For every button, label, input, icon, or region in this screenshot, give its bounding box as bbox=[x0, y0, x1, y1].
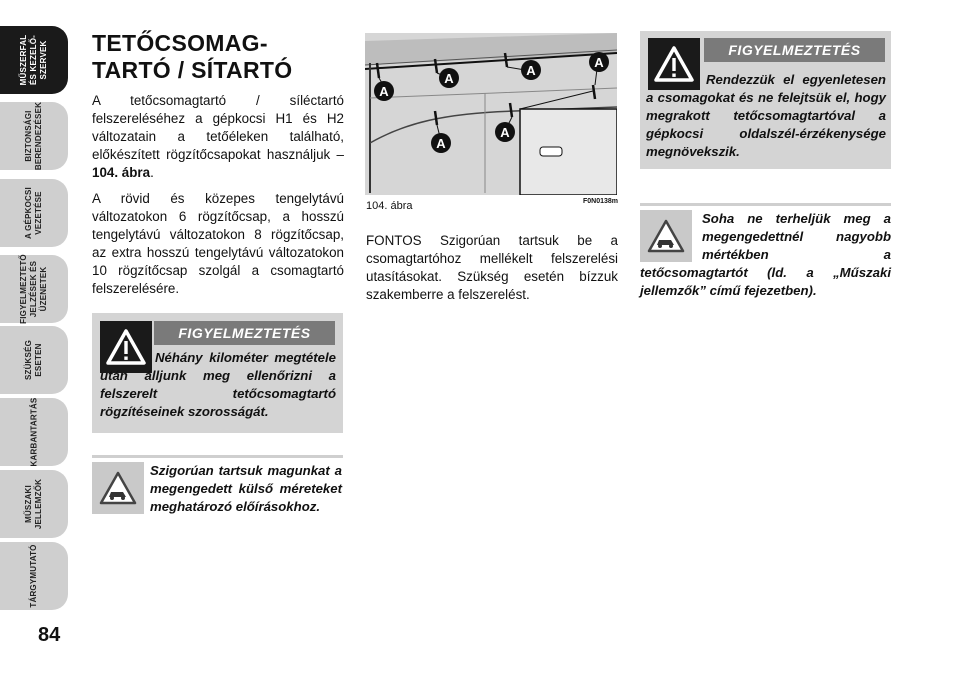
tab-label: A GÉPKOCSI VEZETÉSE bbox=[24, 187, 43, 239]
warning-box-2 bbox=[640, 31, 891, 169]
tab-label: SZÜKSÉG ESETEN bbox=[24, 339, 43, 381]
figure-caption: 104. ábra bbox=[366, 200, 413, 212]
note-text: Szigorúan tartsuk magunkat a megengedett külső méreteket meghatározó előírásokhoz. bbox=[150, 463, 342, 514]
tab-label: TÁRGYMUTATÓ bbox=[29, 544, 38, 608]
intro-paragraph bbox=[92, 92, 344, 182]
marker-a-2: A bbox=[439, 68, 459, 88]
tab-label: FIGYELMEZTETŐ JELZÉSEK ÉS ÜZENETEK bbox=[19, 254, 48, 324]
marker-a-3: A bbox=[521, 60, 541, 80]
note-2-content: Soha ne terheljük meg a megengedettnél nagyobb mértékben a tetőcsomagtartót (ld. a „Műszaki jellemzők” című fejezetben). bbox=[640, 211, 891, 298]
note-text-2 bbox=[640, 210, 891, 300]
important-paragraph: FONTOS Szigorúan tartsuk be a csomagtartóhoz mellékelt felszerelési utasításokat. Szükség esetén bízzuk szakemberre a felszerelést. bbox=[366, 233, 618, 302]
tab-label: MŰSZERFAL ÉS KEZELŐ- SZERVEK bbox=[19, 34, 48, 86]
tab-karbantartas[interactable] bbox=[0, 398, 68, 466]
warning-header-2: FIGYELMEZTETÉS bbox=[704, 38, 885, 62]
note-divider-2 bbox=[640, 203, 891, 206]
figure-reference: 104. ábra bbox=[92, 165, 151, 180]
intro-end: . bbox=[150, 165, 154, 180]
section-title: TETŐCSOMAG- TARTÓ / SÍTARTÓ bbox=[92, 30, 293, 83]
tab-szukseg[interactable] bbox=[0, 326, 68, 394]
roof-rack-figure bbox=[365, 33, 617, 195]
warning-text-2: Rendezzük el egyenletesen a csomagokat és ne felejtsük el, hogy megrakott tetőcsomagtartóval a gépkocsi oldalszél-érzékenysége megnövekszik. bbox=[646, 72, 886, 159]
pin-count-paragraph: A rövid és közepes tengelytávú változatokon 6 rögzítőcsap, a hosszú tengelytávú változatokon 8 rögzítőcsap, az extra hosszú tengelytávú változatokon 10 rögzítőcsap szolgál a csomagtartó felszerelésére. bbox=[92, 191, 344, 296]
figure-code: F0N0138m bbox=[583, 198, 619, 205]
tab-biztonsagi[interactable] bbox=[0, 102, 68, 170]
warning-box bbox=[92, 313, 343, 433]
marker-a-4: A bbox=[589, 52, 609, 72]
tab-label: BIZTONSÁGI BERENDEZÉSEK bbox=[24, 101, 44, 171]
marker-a-1: A bbox=[374, 81, 394, 101]
main-column bbox=[92, 30, 344, 306]
marker-a-6: A bbox=[495, 122, 515, 142]
icon-spacer bbox=[640, 210, 702, 264]
warning-header: FIGYELMEZTETÉS bbox=[154, 321, 335, 345]
tab-label: KARBANTARTÁS bbox=[29, 397, 39, 467]
warning-text: Néhány kilométer megtétele után álljunk meg ellenőrizni a felszerelt tetőcsomagtartó rögzítéseinek szorosságát. bbox=[100, 350, 336, 419]
page-number: 84 bbox=[38, 624, 61, 646]
tab-figyelmezteto[interactable] bbox=[0, 255, 68, 323]
marker-a-5: A bbox=[431, 133, 451, 153]
tab-targymutato[interactable] bbox=[0, 542, 68, 610]
tab-muszerfal[interactable] bbox=[0, 26, 68, 94]
tab-label: MŰSZAKI JELLEMZŐK bbox=[24, 478, 43, 530]
tab-vezetese[interactable] bbox=[0, 179, 68, 247]
note-divider bbox=[92, 455, 343, 458]
intro-text: A tetőcsomagtartó / síléctartó felszereléséhez a gépkocsi H1 és H2 változatain a tetőéleken található, előkészített rögzítőcsapokat használjuk – bbox=[92, 93, 344, 162]
car-info-icon bbox=[92, 462, 144, 514]
tab-muszaki[interactable] bbox=[0, 470, 68, 538]
